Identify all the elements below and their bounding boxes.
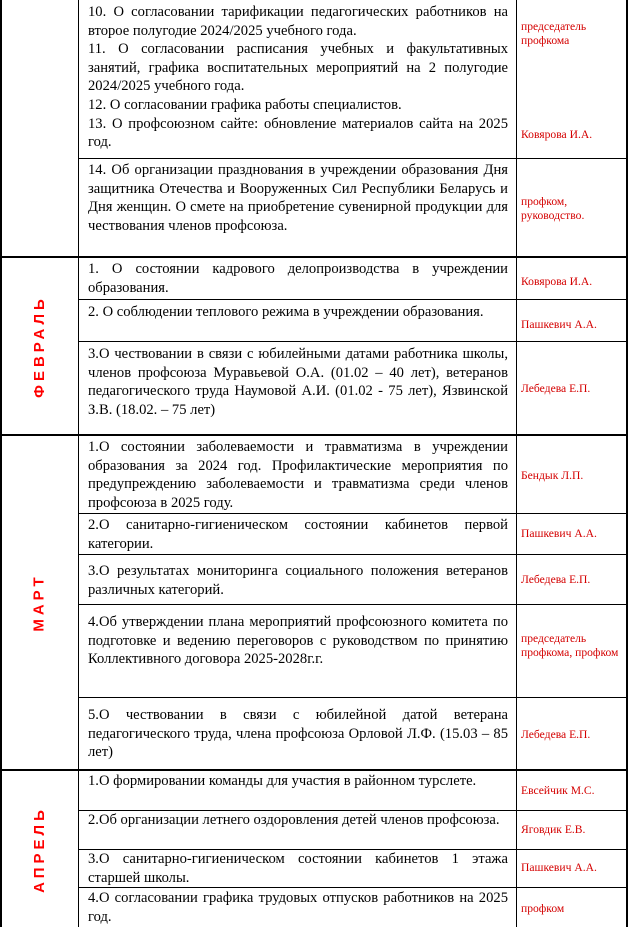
agenda-item-text: 13. О профсоюзном сайте: обновление материалов сайта на 2025 год. bbox=[88, 115, 508, 151]
responsible-person: Яговдик Е.В. bbox=[521, 823, 586, 836]
responsible-person: Пашкевич А.А. bbox=[521, 318, 597, 331]
month-text: МАРТ bbox=[30, 573, 48, 632]
agenda-item-text: 1.О формировании команды для участия в районном турслете. bbox=[88, 773, 477, 789]
agenda-item-text: 1.О состоянии заболеваемости и травматизма в учреждении образования за 2024 год. Профилактические мероприятия по предупреждению заболеваемости и травматизма среди членов профсоюза в 2025 году. bbox=[88, 439, 508, 511]
responsible-person: председатель профкома, профком bbox=[521, 632, 619, 659]
responsible-person: профком bbox=[521, 902, 565, 915]
agenda-item bbox=[82, 161, 514, 256]
month-label-march bbox=[0, 436, 78, 769]
agenda-item-text: 3.О результатах мониторинга социального положения ветеранов различных категорий. bbox=[88, 563, 508, 598]
agenda-item bbox=[82, 260, 514, 299]
agenda-item bbox=[82, 345, 514, 433]
agenda-item bbox=[82, 438, 514, 513]
row-divider bbox=[78, 513, 626, 514]
row-divider bbox=[78, 341, 626, 342]
agenda-item-text: 3.О санитарно-гигиеническом состоянии кабинетов 1 этажа старшей школы. bbox=[88, 851, 508, 886]
agenda-item-text: 4.О согласовании графика трудовых отпусков работников на 2025 год. bbox=[88, 890, 508, 925]
row-divider bbox=[78, 158, 626, 159]
month-label-april bbox=[0, 771, 78, 927]
agenda-item-text: 12. О согласовании графика работы специалистов. bbox=[88, 96, 402, 113]
agenda-item-text: 1. О состоянии кадрового делопроизводства в учреждении образования. bbox=[88, 261, 508, 296]
row-divider bbox=[78, 697, 626, 698]
agenda-item-text: 2. О соблюдении теплового режима в учреждении образования. bbox=[88, 304, 484, 320]
agenda-item-text: 3.О чествовании в связи с юбилейными датами работника школы, членов профсоюза Муравьевой О.А. (01.02 – 40 лет), ветеранов педагогического труда Наумовой А.И. (01.02 - 75 лет), Язвинской З.В. (18.02. – 75 лет) bbox=[88, 346, 508, 418]
responsible-person: Пашкевич А.А. bbox=[521, 527, 597, 540]
month-label-february bbox=[0, 258, 78, 434]
agenda-item-text: 2.Об организации летнего оздоровления детей членов профсоюза. bbox=[88, 812, 500, 828]
responsible-person: Бендык Л.П. bbox=[521, 469, 584, 482]
agenda-item bbox=[82, 850, 514, 887]
agenda-item-text: 10. О согласовании тарификации педагогических работников на второе полугодие 2024/2025 учебного года. bbox=[88, 4, 508, 39]
responsible-person: Лебедева Е.П. bbox=[521, 573, 591, 586]
row-divider bbox=[78, 887, 626, 888]
agenda-item-text: 5.О чествовании в связи с юбилейной датой ветерана педагогического труда, члена профсоюза Орловой Л.Ф. (15.03 – 85 лет) bbox=[88, 707, 508, 761]
agenda-item bbox=[82, 889, 514, 927]
row-divider bbox=[78, 604, 626, 605]
month-divider bbox=[2, 769, 626, 771]
row-divider bbox=[78, 554, 626, 555]
agenda-item bbox=[82, 516, 514, 554]
responsible-person: Лебедева Е.П. bbox=[521, 382, 591, 395]
month-text: АПРЕЛЬ bbox=[30, 805, 48, 893]
responsible-person: профком, руководство. bbox=[521, 195, 585, 222]
agenda-item bbox=[82, 562, 514, 604]
agenda-item bbox=[82, 3, 514, 158]
responsible-person: Ковярова И.А. bbox=[521, 275, 593, 288]
responsible-person: Пашкевич А.А. bbox=[521, 861, 597, 874]
agenda-item bbox=[82, 706, 514, 769]
agenda-item-text: 14. Об организации празднования в учреждении образования Дня защитника Отечества и Вооруженных Сил Республики Беларусь и Дня женщин. О смете на приобретение сувенирной продукции для чествования членов профсоюза. bbox=[88, 162, 508, 234]
month-text: ФЕВРАЛЬ bbox=[30, 294, 48, 398]
agenda-item bbox=[82, 772, 514, 810]
column-divider bbox=[78, 0, 79, 927]
month-divider bbox=[2, 256, 626, 258]
column-divider bbox=[516, 0, 517, 927]
agenda-item-text: 2.О санитарно-гигиеническом состоянии кабинетов первой категории. bbox=[88, 517, 508, 552]
month-divider bbox=[2, 434, 626, 436]
row-divider bbox=[78, 299, 626, 300]
agenda-item-text: 11. О согласовании расписания учебных и факультативных занятий, графика воспитательных мероприятий на 2 полугодие 2024/2025 учебного года. bbox=[88, 41, 508, 95]
agenda-item-text: 4.Об утверждении плана мероприятий профсоюзного комитета по подготовке и ведению переговоров с руководством по принятию Коллективного договора 2025-2028г.г. bbox=[88, 614, 508, 668]
agenda-item bbox=[82, 303, 514, 341]
responsible-person: председатель профкома bbox=[521, 20, 587, 47]
responsible-person: Лебедева Е.П. bbox=[521, 728, 591, 741]
responsible-person: Ковярова И.А. bbox=[521, 128, 593, 141]
responsible-person: Евсейчик М.С. bbox=[521, 784, 595, 797]
agenda-item bbox=[82, 811, 514, 849]
agenda-item bbox=[82, 613, 514, 697]
